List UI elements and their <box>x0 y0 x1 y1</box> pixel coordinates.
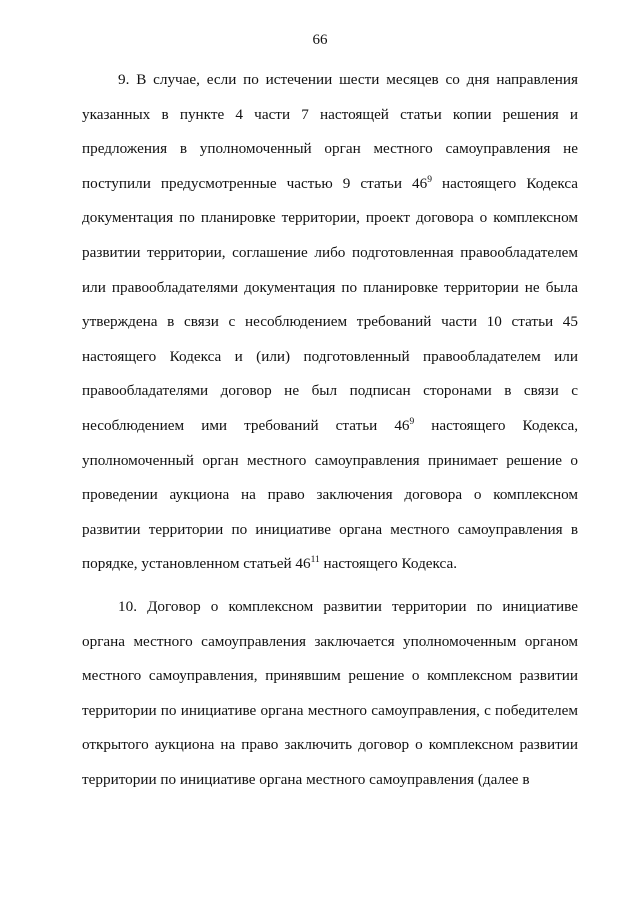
text-run: несоблюдением ими требований статьи 46 <box>82 416 410 434</box>
text-line: развитии территории по инициативе органа местного самоуправления в <box>82 520 578 538</box>
text-line: открытого аукциона на право заключить договор о комплексном развитии <box>82 736 578 754</box>
text-line: 10. Договор о комплексном развитии территории по инициативе <box>118 597 578 615</box>
text-line: документация по планировке территории, проект договора о комплексном <box>82 209 578 227</box>
text-run: настоящего Кодекса. <box>319 555 458 573</box>
text-line <box>82 547 578 582</box>
text-line: проведении аукциона на право заключения договора о комплексном <box>82 486 578 504</box>
paragraph-gap <box>82 582 578 590</box>
text-line: органа местного самоуправления заключается уполномоченным органом <box>82 632 578 650</box>
text-line: местного самоуправления, принявшим решение о комплексном развитии <box>82 667 578 685</box>
text-line <box>82 409 578 444</box>
paragraph <box>82 63 578 582</box>
text-line: настоящего Кодекса и (или) подготовленный правообладателем или <box>82 347 578 365</box>
text-line: 9. В случае, если по истечении шести месяцев со дня направления <box>118 71 578 88</box>
superscript-index: 9 <box>427 174 432 185</box>
text-run: настоящего Кодекса <box>431 174 578 192</box>
document-body <box>82 63 578 797</box>
text-line: правообладателями договор не был подписан сторонами в связи с <box>82 382 578 400</box>
text-line: или правообладателями документация по планировке территории не была <box>82 278 578 296</box>
text-line: уполномоченный орган местного самоуправления принимает решение о <box>82 451 578 469</box>
text-run: поступили предусмотренные частью 9 статьи 46 <box>82 174 428 192</box>
text-line: территории по инициативе органа местного самоуправления (далее в <box>82 770 530 788</box>
text-line: территории по инициативе органа местного самоуправления, с победителем <box>82 701 578 719</box>
superscript-index: 11 <box>310 555 320 566</box>
text-line: развитии территории, соглашение либо подготовленная правообладателем <box>82 243 578 261</box>
text-line: предложения в уполномоченный орган местного самоуправления не <box>82 140 578 158</box>
paragraph <box>82 590 578 798</box>
text-line: указанных в пункте 4 части 7 настоящей статьи копии решения и <box>82 105 578 123</box>
text-line: утверждена в связи с несоблюдением требований части 10 статьи 45 <box>82 313 578 331</box>
page-number: 66 <box>312 32 328 48</box>
superscript-index: 9 <box>409 416 415 427</box>
text-run: настоящего Кодекса, <box>414 416 579 434</box>
text-line <box>82 167 578 202</box>
text-run: порядке, установленном статьей 46 <box>82 555 311 573</box>
